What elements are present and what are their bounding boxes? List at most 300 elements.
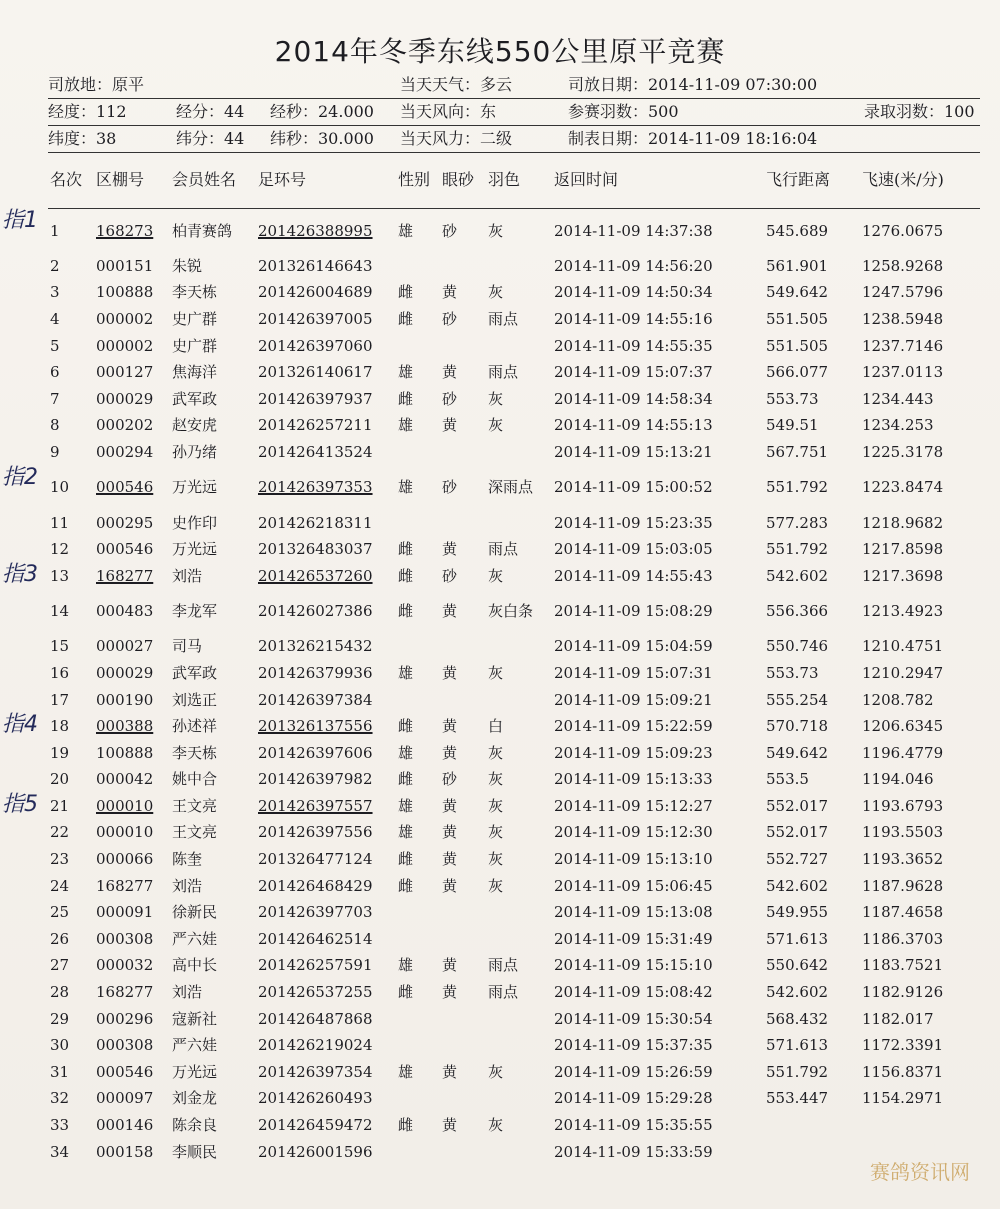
cell-color — [486, 510, 552, 537]
cell-speed: 1223.8474 — [862, 478, 944, 497]
cell-ring: 201426459472 — [258, 1116, 373, 1135]
cell-speed: 1247.5796 — [862, 283, 944, 302]
cell-name: 王文亮 — [172, 796, 218, 815]
cell-ring: 201426397354 — [258, 1062, 373, 1081]
cell-color: 灰 — [488, 416, 504, 435]
cell-speed: 1182.9126 — [862, 983, 944, 1002]
cell-arrival-time: 2014-11-09 15:29:28 — [554, 1089, 713, 1108]
cell-name: 刘金龙 — [172, 1089, 218, 1108]
cell-speed: 1182.017 — [862, 1009, 934, 1028]
cell-color: 灰 — [488, 663, 504, 682]
table-row — [48, 563, 980, 590]
cell-rank: 25 — [50, 903, 70, 922]
cell-color: 灰 — [488, 876, 504, 895]
cell-color — [486, 1006, 552, 1033]
cell-name: 柏青赛鸽 — [172, 221, 233, 240]
cell-rank: 33 — [50, 1116, 70, 1135]
cell-eye: 砂 — [442, 566, 458, 585]
cell-color — [486, 926, 552, 953]
cell-ring: 201426462514 — [258, 929, 373, 948]
cell-distance: 551.792 — [766, 540, 829, 559]
cell-eye: 黄 — [442, 283, 458, 302]
cell-color — [486, 1139, 552, 1166]
cell-rank: 14 — [50, 602, 70, 621]
cell-color: 白 — [488, 717, 504, 736]
cell-loft: 000027 — [96, 637, 154, 656]
cell-ring: 201426397703 — [258, 903, 373, 922]
cell-name: 李天栋 — [172, 283, 218, 302]
cell-loft: 000294 — [96, 442, 154, 461]
latitude-seconds: 纬秒：30.000 — [270, 129, 374, 148]
cell-eye: 黄 — [442, 850, 458, 869]
table-row — [48, 333, 980, 360]
cell-ring: 201426379936 — [258, 663, 373, 682]
header-eye: 眼砂 — [440, 152, 486, 209]
cell-sex: 雌 — [398, 566, 414, 585]
cell-color: 灰 — [488, 743, 504, 762]
cell-rank: 30 — [50, 1036, 70, 1055]
cell-speed: 1225.3178 — [862, 442, 944, 461]
table-row — [48, 713, 980, 740]
cell-arrival-time: 2014-11-09 15:13:10 — [554, 850, 713, 869]
cell-color: 灰 — [488, 566, 504, 585]
cell-arrival-time: 2014-11-09 15:23:35 — [554, 513, 713, 532]
cell-arrival-time: 2014-11-09 15:15:10 — [554, 956, 713, 975]
cell-distance: 551.505 — [766, 309, 829, 328]
table-row — [48, 1032, 980, 1059]
cell-rank: 7 — [50, 389, 60, 408]
cell-sex — [396, 510, 440, 537]
cell-sex — [396, 439, 440, 466]
cell-color — [486, 333, 552, 360]
cell-sex: 雄 — [398, 363, 414, 382]
release-place: 司放地：原平 — [48, 75, 145, 94]
cell-name: 高中长 — [172, 956, 218, 975]
cell-eye: 黄 — [442, 717, 458, 736]
cell-speed: 1154.2971 — [862, 1089, 944, 1108]
cell-sex: 雄 — [398, 796, 414, 815]
cell-eye — [440, 1139, 486, 1166]
table-row — [48, 359, 980, 386]
cell-distance: 549.642 — [766, 743, 829, 762]
handwritten-mark: 指3 — [2, 562, 38, 587]
cell-sex — [396, 253, 440, 280]
cell-sex: 雌 — [398, 389, 414, 408]
cell-eye: 黄 — [442, 1062, 458, 1081]
cell-ring: 201426397982 — [258, 770, 373, 789]
cell-ring: 201426004689 — [258, 283, 373, 302]
table-row — [48, 280, 980, 307]
cell-ring: 201326146643 — [258, 256, 373, 275]
cell-name: 万光远 — [172, 1062, 218, 1081]
table-row — [48, 413, 980, 440]
cell-loft: 000295 — [96, 513, 154, 532]
cell-rank: 3 — [50, 283, 60, 302]
cell-arrival-time: 2014-11-09 15:07:31 — [554, 663, 713, 682]
cell-name: 李龙军 — [172, 602, 218, 621]
cell-loft: 000127 — [96, 363, 154, 382]
cell-loft: 000029 — [96, 389, 154, 408]
cell-loft: 000010 — [96, 796, 154, 815]
cell-eye: 黄 — [442, 363, 458, 382]
cell-color — [486, 899, 552, 926]
table-row — [48, 1006, 980, 1033]
cell-speed: 1217.8598 — [862, 540, 944, 559]
cell-arrival-time: 2014-11-09 15:12:30 — [554, 823, 713, 842]
cell-ring: 201326483037 — [258, 540, 373, 559]
cell-distance: 552.017 — [766, 796, 829, 815]
longitude-degrees: 经度：112 — [48, 102, 127, 121]
cell-rank: 19 — [50, 743, 70, 762]
cell-sex: 雌 — [398, 717, 414, 736]
cell-speed — [860, 1112, 980, 1139]
cell-ring: 201326140617 — [258, 363, 373, 382]
cell-loft: 000091 — [96, 903, 154, 922]
cell-loft: 168273 — [96, 221, 154, 240]
cell-arrival-time: 2014-11-09 15:22:59 — [554, 717, 713, 736]
table-row — [48, 590, 980, 634]
cell-color: 灰 — [488, 1062, 504, 1081]
table-made-date: 制表日期：2014-11-09 18:16:04 — [568, 129, 818, 148]
cell-distance: 551.505 — [766, 336, 829, 355]
table-row — [48, 1112, 980, 1139]
cell-distance: 552.727 — [766, 850, 829, 869]
cell-distance: 550.642 — [766, 956, 829, 975]
cell-distance: 545.689 — [766, 221, 829, 240]
cell-loft: 000308 — [96, 929, 154, 948]
cell-ring: 201426027386 — [258, 602, 373, 621]
cell-name: 严六娃 — [172, 1036, 218, 1055]
cell-arrival-time: 2014-11-09 15:06:45 — [554, 876, 713, 895]
table-row — [48, 439, 980, 466]
cell-speed: 1234.443 — [862, 389, 934, 408]
cell-ring: 201426397937 — [258, 389, 373, 408]
cell-loft: 000546 — [96, 478, 154, 497]
cell-distance: 555.254 — [766, 690, 829, 709]
cell-arrival-time: 2014-11-09 14:55:43 — [554, 566, 713, 585]
cell-sex: 雄 — [398, 743, 414, 762]
cell-ring: 201426397353 — [258, 478, 373, 497]
cell-sex — [396, 1006, 440, 1033]
cell-eye: 黄 — [442, 1116, 458, 1135]
cell-ring: 201426219024 — [258, 1036, 373, 1055]
cell-sex: 雄 — [398, 221, 414, 240]
cell-rank: 1 — [50, 221, 60, 240]
cell-loft: 000029 — [96, 663, 154, 682]
cell-arrival-time: 2014-11-09 15:13:08 — [554, 903, 713, 922]
cell-eye — [440, 1006, 486, 1033]
cell-sex: 雄 — [398, 823, 414, 842]
table-row — [48, 209, 980, 254]
cell-sex: 雌 — [398, 283, 414, 302]
cell-eye: 黄 — [442, 876, 458, 895]
table-row — [48, 306, 980, 333]
cell-rank: 26 — [50, 929, 70, 948]
cell-speed: 1234.253 — [862, 416, 934, 435]
cell-rank: 17 — [50, 690, 70, 709]
release-date: 司放日期：2014-11-09 07:30:00 — [568, 75, 818, 94]
cell-sex: 雄 — [398, 416, 414, 435]
cell-eye — [440, 439, 486, 466]
cell-eye — [440, 1032, 486, 1059]
cell-name: 孙乃绪 — [172, 442, 218, 461]
cell-ring: 201426397556 — [258, 823, 373, 842]
cell-rank: 10 — [50, 478, 70, 497]
cell-rank: 27 — [50, 956, 70, 975]
latitude-degrees: 纬度：38 — [48, 129, 117, 148]
cell-color: 雨点 — [488, 956, 519, 975]
cell-speed: 1187.4658 — [862, 903, 944, 922]
cell-ring: 201426397557 — [258, 796, 373, 815]
weather: 当天天气：多云 — [400, 75, 513, 94]
cell-speed: 1193.5503 — [862, 823, 944, 842]
cell-ring: 201426537260 — [258, 566, 373, 585]
cell-arrival-time: 2014-11-09 15:08:42 — [554, 983, 713, 1002]
cell-eye: 砂 — [442, 389, 458, 408]
cell-sex: 雌 — [398, 770, 414, 789]
cell-name: 史广群 — [172, 336, 218, 355]
cell-name: 寇新社 — [172, 1009, 218, 1028]
table-row — [48, 510, 980, 537]
winners-count: 录取羽数：100 — [864, 102, 975, 121]
cell-ring: 201426487868 — [258, 1009, 373, 1028]
cell-arrival-time: 2014-11-09 15:00:52 — [554, 478, 713, 497]
cell-rank: 18 — [50, 717, 70, 736]
table-row — [48, 767, 980, 794]
cell-color: 雨点 — [488, 363, 519, 382]
cell-arrival-time: 2014-11-09 14:55:13 — [554, 416, 713, 435]
cell-name: 严六娃 — [172, 929, 218, 948]
table-row — [48, 386, 980, 413]
cell-distance: 553.73 — [766, 389, 819, 408]
table-row — [48, 634, 980, 661]
cell-sex — [396, 1139, 440, 1166]
cell-ring: 201426257211 — [258, 416, 373, 435]
cell-loft: 000190 — [96, 690, 154, 709]
watermark-logo: 赛鸽资讯网 — [870, 1160, 970, 1184]
cell-loft: 000002 — [96, 309, 154, 328]
cell-eye — [440, 333, 486, 360]
cell-distance: 570.718 — [766, 717, 829, 736]
cell-distance: 577.283 — [766, 513, 829, 532]
cell-speed: 1187.9628 — [862, 876, 944, 895]
table-row — [48, 740, 980, 767]
handwritten-mark: 指1 — [2, 208, 38, 233]
table-row — [48, 1059, 980, 1086]
meta-row-2 — [48, 99, 980, 126]
cell-loft: 168277 — [96, 983, 154, 1002]
cell-rank: 2 — [50, 256, 60, 275]
cell-eye: 黄 — [442, 743, 458, 762]
cell-rank: 29 — [50, 1009, 70, 1028]
cell-sex: 雌 — [398, 1116, 414, 1135]
cell-eye — [440, 510, 486, 537]
cell-arrival-time: 2014-11-09 15:35:55 — [554, 1116, 713, 1135]
cell-name: 司马 — [172, 637, 203, 656]
cell-distance: 553.447 — [766, 1089, 829, 1108]
cell-arrival-time: 2014-11-09 15:03:05 — [554, 540, 713, 559]
cell-loft: 000066 — [96, 850, 154, 869]
cell-ring: 201426260493 — [258, 1089, 373, 1108]
wind-direction: 当天风向：东 — [400, 102, 497, 121]
cell-color: 灰 — [488, 823, 504, 842]
cell-rank: 8 — [50, 416, 60, 435]
cell-sex — [396, 687, 440, 714]
cell-ring: 201326477124 — [258, 850, 373, 869]
cell-eye — [440, 1086, 486, 1113]
cell-rank: 20 — [50, 770, 70, 789]
table-row — [48, 793, 980, 820]
cell-rank: 9 — [50, 442, 60, 461]
cell-distance: 561.901 — [766, 256, 829, 275]
cell-rank: 22 — [50, 823, 70, 842]
cell-eye — [440, 926, 486, 953]
cell-name: 徐新民 — [172, 903, 218, 922]
longitude-minutes: 经分：44 — [176, 102, 245, 121]
cell-distance: 550.746 — [766, 637, 829, 656]
cell-speed: 1213.4923 — [862, 602, 944, 621]
cell-sex — [396, 926, 440, 953]
cell-sex — [396, 1086, 440, 1113]
cell-rank: 28 — [50, 983, 70, 1002]
cell-speed: 1194.046 — [862, 770, 934, 789]
cell-arrival-time: 2014-11-09 14:55:16 — [554, 309, 713, 328]
cell-loft: 000546 — [96, 1062, 154, 1081]
cell-rank: 32 — [50, 1089, 70, 1108]
cell-color: 雨点 — [488, 309, 519, 328]
handwritten-mark: 指4 — [2, 712, 38, 737]
cell-eye: 黄 — [442, 663, 458, 682]
entries-count: 参赛羽数：500 — [568, 102, 679, 121]
cell-arrival-time: 2014-11-09 15:08:29 — [554, 602, 713, 621]
cell-name: 孙述祥 — [172, 717, 218, 736]
handwritten-mark: 指2 — [2, 465, 38, 490]
cell-ring: 201426413524 — [258, 442, 373, 461]
cell-eye: 砂 — [442, 309, 458, 328]
cell-distance: 551.792 — [766, 1062, 829, 1081]
cell-speed: 1193.6793 — [862, 796, 944, 815]
cell-eye: 黄 — [442, 602, 458, 621]
cell-eye: 黄 — [442, 796, 458, 815]
cell-sex: 雌 — [398, 602, 414, 621]
header-speed: 飞速(米/分) — [860, 152, 980, 209]
cell-color — [486, 1086, 552, 1113]
cell-name: 刘浩 — [172, 983, 203, 1002]
table-row — [48, 660, 980, 687]
table-row — [48, 899, 980, 926]
table-row — [48, 466, 980, 510]
cell-loft: 100888 — [96, 283, 154, 302]
results-table — [48, 152, 980, 1165]
table-row — [48, 846, 980, 873]
cell-ring: 201426257591 — [258, 956, 373, 975]
cell-distance: 551.792 — [766, 478, 829, 497]
cell-distance: 549.955 — [766, 903, 829, 922]
cell-speed: 1206.6345 — [862, 717, 944, 736]
cell-name: 武军政 — [172, 663, 218, 682]
cell-speed: 1217.3698 — [862, 566, 944, 585]
cell-name: 李顺民 — [172, 1142, 218, 1161]
table-row — [48, 253, 980, 280]
cell-arrival-time: 2014-11-09 14:50:34 — [554, 283, 713, 302]
cell-color: 雨点 — [488, 540, 519, 559]
cell-distance: 568.432 — [766, 1009, 829, 1028]
cell-eye: 砂 — [442, 770, 458, 789]
cell-loft: 000042 — [96, 770, 154, 789]
cell-loft: 000296 — [96, 1009, 154, 1028]
cell-name: 刘浩 — [172, 876, 203, 895]
cell-speed: 1238.5948 — [862, 309, 944, 328]
cell-loft: 000146 — [96, 1116, 154, 1135]
cell-distance: 571.613 — [766, 929, 829, 948]
cell-distance: 552.017 — [766, 823, 829, 842]
handwritten-mark: 指5 — [2, 792, 38, 817]
cell-arrival-time: 2014-11-09 15:12:27 — [554, 796, 713, 815]
cell-color — [486, 634, 552, 661]
cell-color: 灰 — [488, 389, 504, 408]
cell-distance — [764, 1139, 860, 1166]
cell-distance: 542.602 — [766, 566, 829, 585]
cell-eye — [440, 253, 486, 280]
cell-ring: 201426537255 — [258, 983, 373, 1002]
cell-ring: 201426218311 — [258, 513, 373, 532]
cell-color: 灰 — [488, 770, 504, 789]
cell-eye: 砂 — [442, 478, 458, 497]
cell-loft: 000158 — [96, 1142, 154, 1161]
longitude-seconds: 经秒：24.000 — [270, 102, 374, 121]
cell-color: 灰 — [488, 850, 504, 869]
cell-loft: 000308 — [96, 1036, 154, 1055]
cell-loft: 168277 — [96, 566, 154, 585]
cell-rank: 31 — [50, 1062, 70, 1081]
cell-arrival-time: 2014-11-09 15:26:59 — [554, 1062, 713, 1081]
cell-distance: 549.51 — [766, 416, 819, 435]
cell-eye: 黄 — [442, 983, 458, 1002]
cell-speed: 1210.2947 — [862, 663, 944, 682]
cell-name: 李天栋 — [172, 743, 218, 762]
cell-distance: 542.602 — [766, 876, 829, 895]
cell-ring: 201426388995 — [258, 221, 373, 240]
cell-rank: 13 — [50, 566, 70, 585]
header-color: 羽色 — [486, 152, 552, 209]
wind-force: 当天风力：二级 — [400, 129, 513, 148]
cell-color: 灰 — [488, 1116, 504, 1135]
cell-ring: 201426001596 — [258, 1142, 373, 1161]
cell-arrival-time: 2014-11-09 15:31:49 — [554, 929, 713, 948]
cell-ring: 201426397384 — [258, 690, 373, 709]
cell-name: 刘选正 — [172, 690, 218, 709]
cell-distance: 566.077 — [766, 363, 829, 382]
cell-loft: 100888 — [96, 743, 154, 762]
cell-eye — [440, 634, 486, 661]
table-row — [48, 953, 980, 980]
meta-row-1 — [48, 72, 980, 99]
cell-ring: 201426397606 — [258, 743, 373, 762]
cell-eye: 砂 — [442, 221, 458, 240]
cell-name: 陈余良 — [172, 1116, 218, 1135]
cell-name: 赵安虎 — [172, 416, 218, 435]
cell-name: 史广群 — [172, 309, 218, 328]
cell-speed: 1156.8371 — [862, 1062, 944, 1081]
cell-rank: 21 — [50, 796, 70, 815]
cell-sex: 雌 — [398, 540, 414, 559]
cell-color: 灰 — [488, 796, 504, 815]
cell-rank: 23 — [50, 850, 70, 869]
cell-eye: 黄 — [442, 540, 458, 559]
cell-speed: 1193.3652 — [862, 850, 944, 869]
cell-arrival-time: 2014-11-09 15:09:23 — [554, 743, 713, 762]
cell-speed: 1237.0113 — [862, 363, 944, 382]
